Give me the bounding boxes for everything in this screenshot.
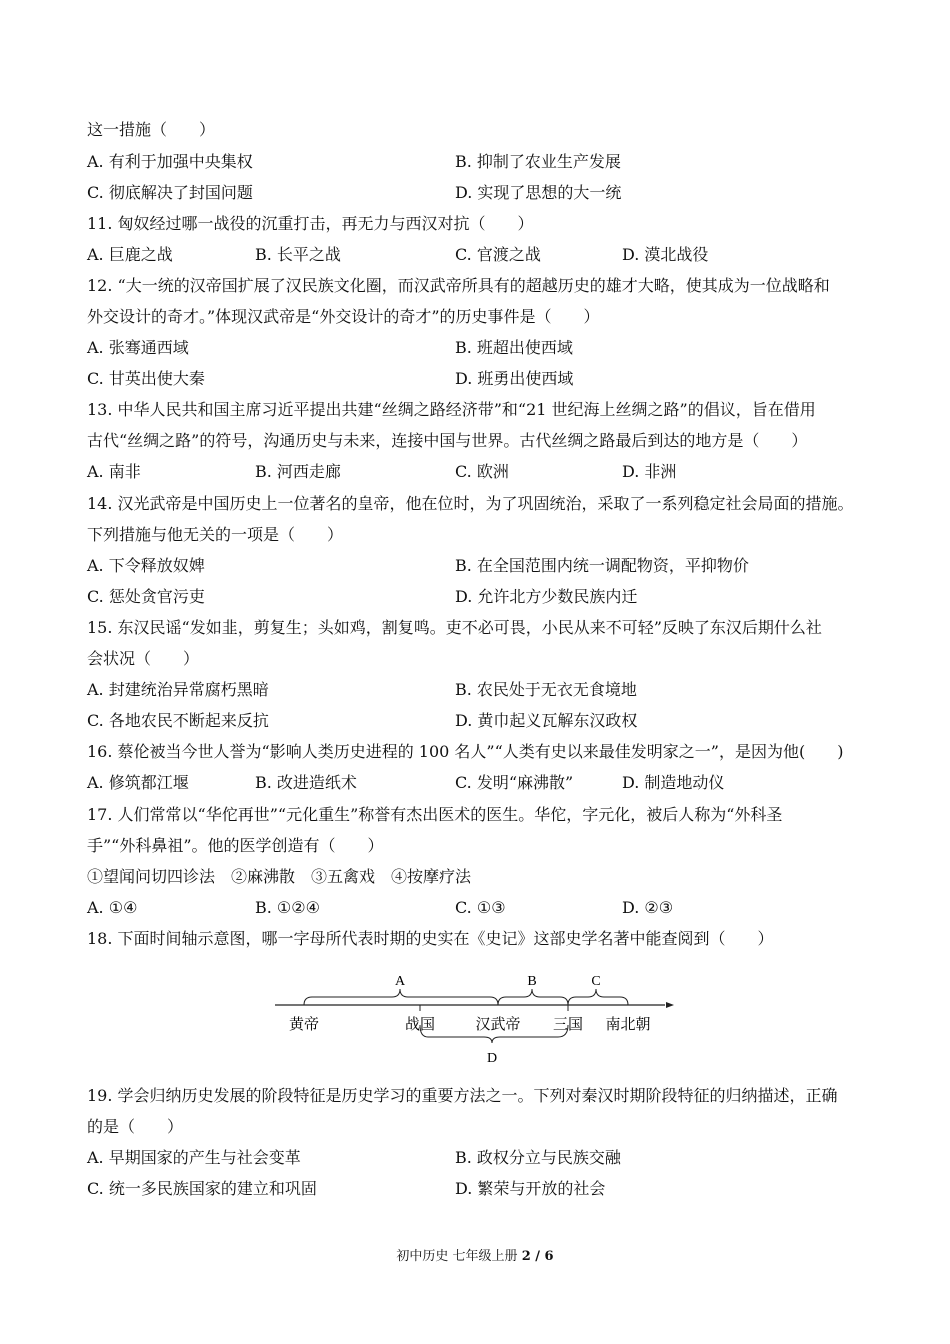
question-14-cont: 下列措施与他无关的一项是（ ） <box>87 525 344 544</box>
option-c: C. 惩处贪官污吏 <box>87 587 205 606</box>
option-c: C. ①③ <box>455 898 506 917</box>
footer-label: 初中历史 七年级上册 <box>396 1249 518 1264</box>
question-17-items: ①望闻问切四诊法 ②麻沸散 ③五禽戏 ④按摩疗法 <box>87 867 472 886</box>
option-c: C. 各地农民不断起来反抗 <box>87 711 269 730</box>
option-d: D. 繁荣与开放的社会 <box>455 1179 606 1198</box>
timeline-arrow <box>666 1002 674 1008</box>
label-warring-states: 战国 <box>404 1015 436 1033</box>
option-d: D. 黄巾起义瓦解东汉政权 <box>455 711 638 730</box>
brace-b <box>498 989 568 1005</box>
option-b: B. 班超出使西域 <box>455 338 573 357</box>
option-d: D. 实现了思想的大一统 <box>455 183 622 202</box>
question-13-cont: 古代“丝绸之路”的符号，沟通历史与未来，连接中国与世界。古代丝绸之路最后到达的地方是（ ） <box>87 431 808 450</box>
option-b: B. 长平之战 <box>255 245 341 264</box>
label-huangdi: 黄帝 <box>288 1015 320 1033</box>
timeline-diagram <box>270 965 680 1075</box>
label-three-kingdoms: 三国 <box>552 1015 584 1033</box>
question-12: 12. “大一统的汉帝国扩展了汉民族文化圈，而汉武帝所具有的超越历史的雄才大略，使其成为一位战略和 <box>87 276 830 295</box>
question-11: 11. 匈奴经过哪一战役的沉重打击，再无力与西汉对抗（ ） <box>87 214 534 233</box>
question-17-cont: 手”“外科鼻祖”。他的医学创造有（ ） <box>87 836 384 855</box>
question-16: 16. 蔡伦被当今世人誉为“影响人类历史进程的 100 名人”“人类有史以来最佳发明家之一”，是因为他( ) <box>87 742 844 761</box>
letter-a: A <box>394 974 406 989</box>
option-d: D. 制造地动仪 <box>622 773 725 792</box>
option-b: B. 农民处于无衣无食境地 <box>455 680 637 699</box>
option-c: C. 彻底解决了封国问题 <box>87 183 253 202</box>
question-13: 13. 中华人民共和国主席习近平提出共建“丝绸之路经济带”和“21 世纪海上丝绸之路”的倡议，旨在借用 <box>87 400 816 419</box>
page-footer <box>0 1248 950 1266</box>
option-b: B. 政权分立与民族交融 <box>455 1148 621 1167</box>
option-d: D. ②③ <box>622 898 674 917</box>
question-17: 17. 人们常常以“华佗再世”“元化重生”称誉有杰出医术的医生。华佗，字元化，被后人称为“外科圣 <box>87 805 783 824</box>
option-a: A. 早期国家的产生与社会变革 <box>87 1148 301 1167</box>
option-b: B. 在全国范围内统一调配物资，平抑物价 <box>455 556 749 575</box>
option-a: A. 修筑都江堰 <box>87 773 189 792</box>
option-c: C. 官渡之战 <box>455 245 541 264</box>
option-d: D. 非洲 <box>622 462 677 481</box>
page-number: 2 / 6 <box>521 1249 554 1264</box>
brace-a <box>304 989 498 1005</box>
option-d: D. 允许北方少数民族内迁 <box>455 587 638 606</box>
option-c: C. 统一多民族国家的建立和巩固 <box>87 1179 317 1198</box>
option-d: D. 漠北战役 <box>622 245 709 264</box>
option-a: A. 张骞通西域 <box>87 338 189 357</box>
option-a: A. ①④ <box>87 898 138 917</box>
question-14: 14. 汉光武帝是中国历史上一位著名的皇帝，他在位时，为了巩固统治，采取了一系列稳定社会局面的措施。 <box>87 494 854 513</box>
option-c: C. 甘英出使大秦 <box>87 369 205 388</box>
letter-c: C <box>591 974 601 989</box>
question-12-cont: 外交设计的奇才。”体现汉武帝是“外交设计的奇才”的历史事件是（ ） <box>87 307 600 326</box>
option-a: A. 封建统治异常腐朽黑暗 <box>87 680 269 699</box>
question-15: 15. 东汉民谣“发如韭，剪复生；头如鸡，割复鸣。吏不必可畏，小民从来不可轻”反映了东汉后期什么社 <box>87 618 822 637</box>
label-nanbeichao: 南北朝 <box>605 1015 651 1033</box>
question-18: 18. 下面时间轴示意图，哪一字母所代表时期的史实在《史记》这部史学名著中能查阅到（ ） <box>87 929 774 948</box>
option-c: C. 欧洲 <box>455 462 509 481</box>
letter-d: D <box>486 1051 498 1066</box>
option-b: B. 抑制了农业生产发展 <box>455 152 621 171</box>
option-b: B. 改进造纸术 <box>255 773 357 792</box>
option-b: B. ①②④ <box>255 898 320 917</box>
letter-b: B <box>527 974 537 989</box>
brace-c <box>568 989 628 1005</box>
option-b: B. 河西走廊 <box>255 462 341 481</box>
option-a: A. 下令释放奴婢 <box>87 556 205 575</box>
question-text: 这一措施（ ） <box>87 120 216 139</box>
option-a: A. 巨鹿之战 <box>87 245 173 264</box>
option-a: A. 南非 <box>87 462 141 481</box>
question-15-cont: 会状况（ ） <box>87 649 200 668</box>
question-19: 19. 学会归纳历史发展的阶段特征是历史学习的重要方法之一。下列对秦汉时期阶段特征的归纳描述，正确 <box>87 1086 838 1105</box>
question-19-cont: 的是（ ） <box>87 1117 184 1136</box>
option-c: C. 发明“麻沸散” <box>455 773 574 792</box>
label-han-wudi: 汉武帝 <box>475 1015 521 1033</box>
option-a: A. 有利于加强中央集权 <box>87 152 253 171</box>
option-d: D. 班勇出使西域 <box>455 369 574 388</box>
